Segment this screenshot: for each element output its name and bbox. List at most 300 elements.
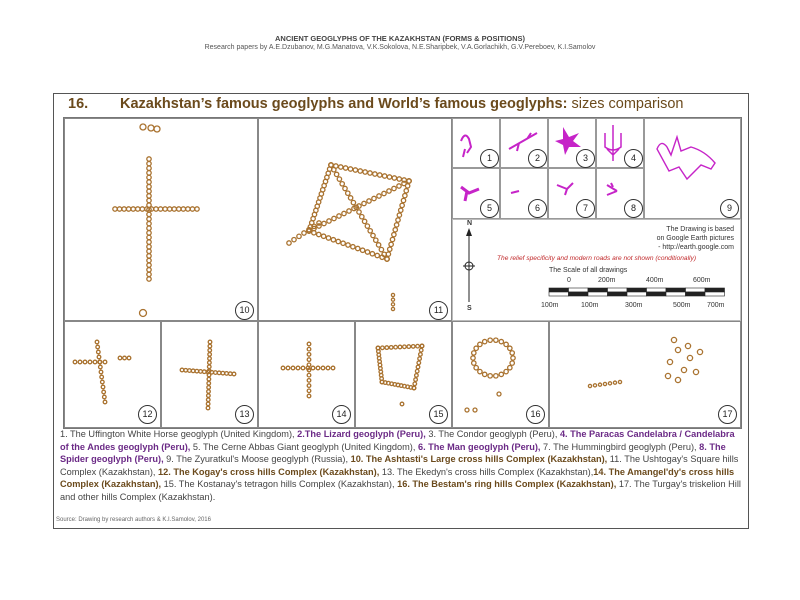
mound-dot [351,200,355,204]
scale-segment [666,288,686,292]
mound-dot [136,207,140,211]
mound-dot [113,207,117,211]
mound-dot [420,344,424,348]
caption-15: 15. The Kostanay's tetragon hills Complex (Kazakhstan), [161,479,398,490]
panel-10 [64,118,258,321]
mound-dot [195,207,199,211]
scale-bottom-3: 300m [625,302,643,309]
mound-dot [390,237,394,241]
mound-dot [147,235,151,239]
mound-dot [419,353,423,357]
mound-dot [83,360,87,364]
mound-dot [407,345,411,349]
scale-segment [549,288,569,292]
mound-dot [147,277,151,281]
mound-dot [307,379,311,383]
mound-dot [147,180,151,184]
mound-dot [365,224,369,228]
mound-dot [404,189,408,193]
mound-dot [140,207,144,211]
mound-dot [302,231,306,235]
mound-dot [331,238,335,242]
caption-12: 12. The Kogay's cross hills Complex (Kazakhstan), [158,466,380,477]
mound-dot [618,380,621,383]
mound-dot [103,395,107,399]
mound-dot [474,346,478,350]
mound-dot [382,174,386,178]
mound-dot [208,348,212,352]
mound-dot [473,408,477,412]
caption-1: 1. The Uffington White Horse geoglyph (United Kingdom), [60,429,298,439]
mound-dot [675,377,680,382]
mound-dot [100,375,104,379]
caption-13: 13. The Ekedyn's cross hills Complex (Kazakhstan), [379,466,594,477]
mound-dot [127,356,131,360]
mound-dot [337,214,341,218]
mound-dot [482,372,486,376]
mound-dot [379,247,383,251]
mound-dot [337,177,341,181]
mound-dot [362,201,366,205]
mound-dot [140,310,147,317]
mound-dot [97,350,101,354]
mound-dot [301,366,305,370]
mound-dot [191,369,195,373]
mound-dot [348,167,352,171]
source-note-1: The Drawing is based [666,226,734,233]
mound-dot [190,207,194,211]
mound-dot [96,345,100,349]
badge-15: 15 [429,405,448,424]
mound-dot [147,184,151,188]
scale-segment [647,288,667,292]
mound-dot [93,360,97,364]
badge-12: 12 [138,405,157,424]
mound-dot [154,126,160,132]
mound-dot [311,366,315,370]
mound-dot [348,196,352,200]
panel-17 [549,321,741,428]
mound-dot [411,345,415,349]
scale-segment [627,288,647,292]
mound-dot [180,368,184,372]
mound-dot [681,367,686,372]
mound-dot [593,384,596,387]
mound-dot [356,246,360,250]
mound-dot [588,384,591,387]
mound-dot [207,377,211,381]
mound-dot [415,369,419,373]
scale-segment [608,288,628,292]
mound-dot [147,254,151,258]
mound-dot [510,361,514,365]
figure-title-main: Kazakhstan’s famous geoglyphs and World’s famous geoglyphs: [120,96,568,112]
caption-14: 14. The Amangel'dy's cross hills Complex (Kazakhstan), [60,466,735,490]
mound-dot [508,346,512,350]
panel-12 [64,321,161,428]
badge-4: 4 [624,149,643,168]
mound-dot [511,356,515,360]
mound-dot [416,344,420,348]
mound-dot [368,229,372,233]
mound-dot [378,173,382,177]
mound-dot [382,191,386,195]
mound-dot [472,361,476,365]
mound-dot [471,356,475,360]
figure-title-rest: sizes comparison [567,96,684,112]
badge-14: 14 [332,405,351,424]
scale-segment [647,292,667,296]
mound-dot [147,263,151,267]
mound-dot [385,346,389,350]
badge-11: 11 [429,301,448,320]
mound-dot [97,355,101,359]
mound-dot [147,268,151,272]
panel-13 [161,321,258,428]
mound-dot [147,272,151,276]
mound-dot [465,408,469,412]
south-label: S [467,305,472,312]
badge-17: 17 [718,405,737,424]
mound-dot [397,177,401,181]
document-title: ANCIENT GEOGLYPHS OF THE KAZAKHSTAN (FORMS & POSITIONS) [274,34,525,43]
mound-dot [117,207,121,211]
scale-top-0: 0 [567,277,571,284]
mound-dot [195,369,199,373]
scale-bottom-2: 100m [581,302,599,309]
legend-panel [452,219,741,321]
mound-dot [131,207,135,211]
mound-dot [388,247,392,251]
caption-6: 6. The Man geoglyph (Peru), [417,441,541,452]
mound-dot [397,184,401,188]
scale-segment [588,288,608,292]
mound-dot [147,240,151,244]
mound-dot [307,389,311,393]
mound-dot [413,382,417,386]
mound-dot [598,383,601,386]
mound-dot [381,346,385,350]
mound-dot [377,194,381,198]
caption-2: 2.The Lizard geoglyph (Peru), [297,429,426,439]
mound-dot [362,219,366,223]
mound-dot [398,345,402,349]
caption-16: 16. The Bestam's ring hills Complex (Kazakhstan), [397,479,617,490]
mound-dot [154,207,158,211]
mound-dot [419,348,423,352]
mound-dot [343,166,347,170]
mound-dot [207,373,211,377]
mound-dot [206,402,210,406]
mound-dot [488,338,492,342]
mound-dot [184,368,188,372]
mound-dot [207,365,211,369]
mound-dot [208,357,212,361]
mound-dot [147,198,151,202]
mound-dot [665,373,670,378]
scale-top-400: 400m [646,277,664,284]
mound-dot [376,346,380,350]
mound-dot [286,366,290,370]
ushtogay-square-drawing [259,119,453,322]
caption-5: 5. The Cerne Abbas Giant geoglyph (United Kingdom), [190,441,418,452]
mound-dot [392,232,396,236]
mound-dot [472,351,476,355]
mound-dot [202,370,206,374]
panel-8 [596,168,644,219]
panel-15 [355,321,452,428]
mound-dot [98,360,102,364]
mound-dot [697,349,702,354]
panel-7 [548,168,596,219]
mound-dot [385,257,389,261]
mound-dot [396,218,400,222]
mound-dot [478,369,482,373]
mound-dot [400,402,404,406]
mound-dot [186,207,190,211]
mound-dot [207,390,211,394]
mound-dot [334,172,338,176]
mound-dot [329,163,333,167]
mound-dot [208,361,212,365]
mound-dot [693,369,698,374]
mound-dot [147,217,151,221]
mound-dot [403,193,407,197]
mound-dot [357,210,361,214]
mound-dot [394,345,398,349]
scale-top-200: 200m [598,277,616,284]
mound-dot [177,207,181,211]
mound-dot [208,340,212,344]
document-authors: Research papers by A.E.Dzubanov, M.G.Manatova, V.K.Sokolova, N.E.Sharipbek, V.A.Gorlachikh, G.V.Pereboev, K.I.Samolov [204,44,596,51]
mound-dot [391,298,394,301]
mound-dot [327,219,331,223]
caption-17: 17. The Turgay's triskelion Hill and other hills Complex (Kazakhstan). [60,479,741,502]
mound-dot [207,386,211,390]
mound-dot [147,221,151,225]
mound-dot [371,233,375,237]
mound-dot [339,165,343,169]
mound-dot [147,258,151,262]
badge-16: 16 [526,405,545,424]
mound-dot [372,196,376,200]
mound-dot [474,366,478,370]
badge-13: 13 [235,405,254,424]
mound-dot [687,355,692,360]
mound-dot [307,342,311,346]
badge-9: 9 [720,199,739,218]
caption-9: 9. The Zyuratkul's Moose geoglyph (Russia), [163,454,351,465]
mound-dot [103,400,107,404]
mound-dot [99,370,103,374]
mound-dot [217,371,221,375]
mound-dot [102,390,106,394]
mound-dot [322,221,326,225]
badge-6: 6 [528,199,547,218]
mound-dot [613,381,616,384]
mound-dot [341,241,345,245]
panel-16 [452,321,549,428]
mound-dot [416,365,420,369]
panel-1 [452,118,500,168]
mound-dot [353,168,357,172]
mound-dot [287,241,291,245]
mound-dot [207,381,211,385]
mound-dot [167,207,171,211]
mound-dot [332,216,336,220]
mound-dot [307,353,311,357]
mound-dot [147,194,151,198]
mound-dot [326,366,330,370]
mound-dot [208,344,212,348]
mound-dot [292,237,296,241]
mound-dot [376,243,380,247]
mound-dot [363,170,367,174]
mound-dot [504,369,508,373]
mound-dot [118,356,122,360]
panel-3 [548,118,596,168]
caption-11: 11. The Ushtogay's Square hills Complex (Kazakhstan), [60,454,739,477]
caption-3: 3. The Condor geoglyph (Peru), [425,429,560,439]
mound-dot [387,189,391,193]
mound-dot [206,406,210,410]
mound-dot [391,303,394,306]
mound-dot [391,293,394,296]
mound-dot [316,366,320,370]
mound-dot [307,347,311,351]
mound-dot [307,363,311,367]
north-label: N [467,220,473,227]
scale-segment [627,292,647,296]
mound-dot [147,166,151,170]
panel-9 [644,118,741,219]
figure-source: Source: Drawing by research authors & K.I.Samolov, 2016 [56,517,211,523]
mound-dot [370,252,374,256]
badge-10: 10 [235,301,254,320]
mound-dot [336,239,340,243]
mound-dot [414,378,418,382]
mound-dot [401,198,405,202]
mound-dot [140,124,146,130]
source-note-2: on Google Earth pictures [656,235,734,242]
badge-7: 7 [576,199,595,218]
scale-segment [569,288,589,292]
scale-segment [608,292,628,296]
badge-3: 3 [576,149,595,168]
source-note-3: - http://earth.google.com [658,244,734,251]
mound-dot [321,366,325,370]
mound-dot [297,234,301,238]
mound-dot [418,357,422,361]
mound-dot [291,366,295,370]
mound-dot [88,360,92,364]
mound-dot [499,339,503,343]
mound-dot [147,212,151,216]
disclaimer: The relief specificity and modern roads are not shown (conditionally) [497,255,697,262]
scale-bottom-5: 700m [707,302,725,309]
mound-dot [99,365,103,369]
panel-4 [596,118,644,168]
mound-dot [360,248,364,252]
badge-8: 8 [624,199,643,218]
mound-dot [397,213,401,217]
scale-segment [705,292,725,296]
mound-dot [368,171,372,175]
mound-dot [685,343,690,348]
panel-5 [452,168,500,219]
scale-title: The Scale of all drawings [549,267,628,274]
mound-dot [221,371,225,375]
mound-dot [392,186,396,190]
geoglyph-grid [63,117,742,429]
mound-dot [365,250,369,254]
mound-dot [399,208,403,212]
mound-dot [181,207,185,211]
figure-caption [60,428,744,504]
panel-2 [500,118,548,168]
mound-dot [415,374,419,378]
mound-dot [417,361,421,365]
mound-dot [494,374,498,378]
mound-dot [147,175,151,179]
mound-dot [389,346,393,350]
figure-title [68,96,683,112]
mound-dot [307,358,311,362]
mound-dot [358,169,362,173]
mound-dot [340,182,344,186]
mound-dot [126,207,130,211]
mound-dot [307,394,311,398]
mound-dot [394,223,398,227]
mound-dot [207,394,211,398]
mound-dot [188,369,192,373]
badge-5: 5 [480,199,499,218]
mound-dot [296,366,300,370]
mound-dot [214,371,218,375]
mound-dot [147,161,151,165]
turgay-triskelion-drawing [550,322,742,429]
caption-4: 4. The Paracas Candelabra / Candelabra of the Andes geoglyph (Peru), [60,429,735,452]
mound-dot [199,370,203,374]
mound-dot [478,342,482,346]
mound-dot [123,356,127,360]
mound-dot [172,207,176,211]
scale-segment [686,288,706,292]
mound-dot [122,207,126,211]
badge-2: 2 [528,149,547,168]
mound-dot [400,203,404,207]
mound-dot [497,392,501,396]
scale-top-600: 600m [693,277,711,284]
mound-dot [373,172,377,176]
scale-bottom-4: 500m [673,302,691,309]
mound-dot [360,215,364,219]
mound-dot [307,373,311,377]
mound-dot [208,353,212,357]
scale-segment [666,292,686,296]
mound-dot [375,253,379,257]
mound-dot [346,243,350,247]
mound-dot [228,372,232,376]
mound-dot [510,351,514,355]
mound-dot [392,176,396,180]
mound-dot [482,339,486,343]
panel-11 [258,118,452,321]
mound-dot [374,238,378,242]
mound-dot [675,347,680,352]
mound-dot [78,360,82,364]
mound-dot [317,232,321,236]
